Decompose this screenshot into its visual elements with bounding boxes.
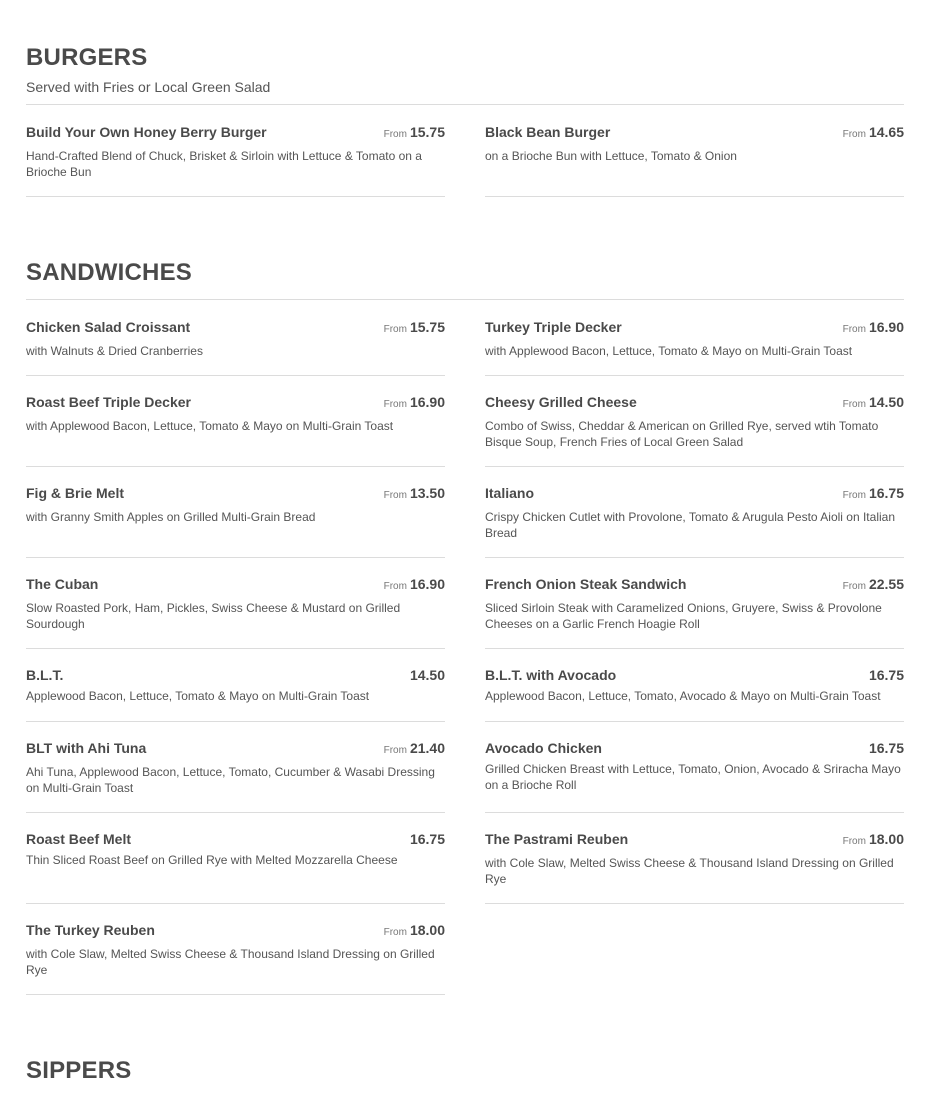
item-name: Roast Beef Triple Decker [26, 394, 191, 410]
item-description: Crispy Chicken Cutlet with Provolone, Tomato & Arugula Pesto Aioli on Italian Bread [485, 510, 895, 540]
menu-item[interactable] [485, 319, 904, 376]
price-from-label: From [842, 399, 866, 410]
menu-item[interactable] [26, 124, 445, 197]
item-divider [26, 557, 445, 558]
section-divider [26, 299, 904, 300]
item-price: 16.75 [868, 485, 904, 501]
item-description: with Cole Slaw, Melted Swiss Cheese & Thousand Island Dressing on Grilled Rye [485, 856, 894, 886]
item-divider [485, 466, 904, 467]
menu-item[interactable] [26, 394, 445, 467]
item-description: with Applewood Bacon, Lettuce, Tomato & Mayo on Multi-Grain Toast [485, 344, 853, 358]
item-description: with Cole Slaw, Melted Swiss Cheese & Thousand Island Dressing on Grilled Rye [26, 947, 435, 977]
item-description: Thin Sliced Roast Beef on Grilled Rye with Melted Mozzarella Cheese [26, 853, 398, 867]
menu-item[interactable] [26, 576, 445, 649]
item-name: Cheesy Grilled Cheese [485, 394, 637, 410]
item-divider [26, 648, 445, 649]
menu-item[interactable] [485, 667, 904, 722]
item-price: 16.75 [868, 740, 904, 756]
item-price: 16.90 [868, 319, 904, 335]
item-price: 16.75 [868, 667, 904, 683]
item-name: The Cuban [26, 576, 99, 592]
section-title-burgers: BURGERS [26, 44, 148, 71]
price-from-label: From [383, 324, 407, 335]
item-name: French Onion Steak Sandwich [485, 576, 687, 592]
item-description: Hand-Crafted Blend of Chuck, Brisket & Sirloin with Lettuce & Tomato on a Brioche Bun [26, 149, 422, 179]
menu-item[interactable] [485, 394, 904, 467]
item-name: Fig & Brie Melt [26, 485, 125, 501]
price-from-label: From [842, 129, 866, 140]
menu-item[interactable] [26, 667, 445, 722]
item-divider [26, 903, 445, 904]
price-from-label: From [383, 927, 407, 938]
section-title-sandwiches: SANDWICHES [26, 259, 193, 286]
item-name: B.L.T. with Avocado [485, 667, 617, 683]
item-price: 18.00 [409, 922, 445, 938]
item-name: B.L.T. [26, 667, 64, 683]
item-divider [485, 812, 904, 813]
item-price: 15.75 [409, 124, 445, 140]
item-description: Ahi Tuna, Applewood Bacon, Lettuce, Tomato, Cucumber & Wasabi Dressing on Multi-Grain Toast [26, 765, 435, 795]
section-divider [26, 104, 904, 105]
item-price: 18.00 [868, 831, 904, 847]
sippers-section [26, 1057, 904, 1085]
menu-item[interactable] [485, 740, 904, 813]
price-from-label: From [383, 581, 407, 592]
item-name: Avocado Chicken [485, 740, 602, 756]
item-price: 15.75 [409, 319, 445, 335]
item-divider [485, 196, 904, 197]
menu-item[interactable] [26, 831, 445, 904]
item-name: Chicken Salad Croissant [26, 319, 191, 335]
price-from-label: From [842, 581, 866, 592]
menu-item[interactable] [26, 740, 445, 813]
item-divider [485, 903, 904, 904]
item-name: Italiano [485, 485, 535, 501]
burgers-section [26, 44, 904, 96]
item-description: with Walnuts & Dried Cranberries [26, 344, 203, 358]
item-description: on a Brioche Bun with Lettuce, Tomato & Onion [485, 149, 737, 163]
item-price: 13.50 [409, 485, 445, 501]
item-divider [26, 466, 445, 467]
menu-item[interactable] [485, 831, 904, 904]
item-divider [485, 375, 904, 376]
menu-item[interactable] [26, 485, 445, 558]
item-name: Roast Beef Melt [26, 831, 132, 847]
price-from-label: From [383, 129, 407, 140]
item-description: Slow Roasted Pork, Ham, Pickles, Swiss Cheese & Mustard on Grilled Sourdough [26, 601, 401, 631]
item-divider [26, 375, 445, 376]
item-name: The Pastrami Reuben [485, 831, 629, 847]
price-from-label: From [383, 490, 407, 501]
section-subtitle-burgers: Served with Fries or Local Green Salad [26, 79, 271, 95]
menu-item[interactable] [26, 922, 445, 995]
item-price: 14.50 [868, 394, 904, 410]
item-divider [26, 721, 445, 722]
price-from-label: From [383, 399, 407, 410]
price-from-label: From [842, 836, 866, 847]
item-name: The Turkey Reuben [26, 922, 155, 938]
item-price: 16.90 [409, 394, 445, 410]
price-from-label: From [842, 490, 866, 501]
item-divider [485, 557, 904, 558]
item-name: Turkey Triple Decker [485, 319, 622, 335]
menu-item[interactable] [26, 319, 445, 376]
item-description: Applewood Bacon, Lettuce, Tomato, Avocado & Mayo on Multi-Grain Toast [485, 689, 881, 703]
item-divider [26, 196, 445, 197]
item-price: 22.55 [868, 576, 904, 592]
item-price: 21.40 [409, 740, 445, 756]
item-description: with Applewood Bacon, Lettuce, Tomato & Mayo on Multi-Grain Toast [26, 419, 394, 433]
item-divider [485, 721, 904, 722]
price-from-label: From [383, 745, 407, 756]
item-description: Sliced Sirloin Steak with Caramelized Onions, Gruyere, Swiss & Provolone Cheeses on a Garlic French Hoagie Roll [485, 601, 882, 631]
item-price: 16.75 [409, 831, 445, 847]
item-description: with Granny Smith Apples on Grilled Multi-Grain Bread [26, 510, 316, 524]
item-divider [26, 812, 445, 813]
menu-item[interactable] [485, 576, 904, 649]
price-from-label: From [842, 324, 866, 335]
section-title-sippers: SIPPERS [26, 1057, 132, 1084]
item-name: BLT with Ahi Tuna [26, 740, 147, 756]
item-price: 14.50 [409, 667, 445, 683]
item-description: Combo of Swiss, Cheddar & American on Grilled Rye, served wtih Tomato Bisque Soup, French Fries of Local Green Salad [485, 419, 879, 449]
sandwiches-section [26, 259, 904, 287]
item-price: 14.65 [868, 124, 904, 140]
item-description: Applewood Bacon, Lettuce, Tomato & Mayo on Multi-Grain Toast [26, 689, 370, 703]
menu-item[interactable] [485, 485, 904, 558]
item-divider [485, 648, 904, 649]
item-divider [26, 994, 445, 995]
menu-item[interactable] [485, 124, 904, 197]
item-name: Black Bean Burger [485, 124, 611, 140]
item-description: Grilled Chicken Breast with Lettuce, Tomato, Onion, Avocado & Sriracha Mayo on a Brioche Roll [485, 762, 901, 792]
item-price: 16.90 [409, 576, 445, 592]
item-name: Build Your Own Honey Berry Burger [26, 124, 267, 140]
